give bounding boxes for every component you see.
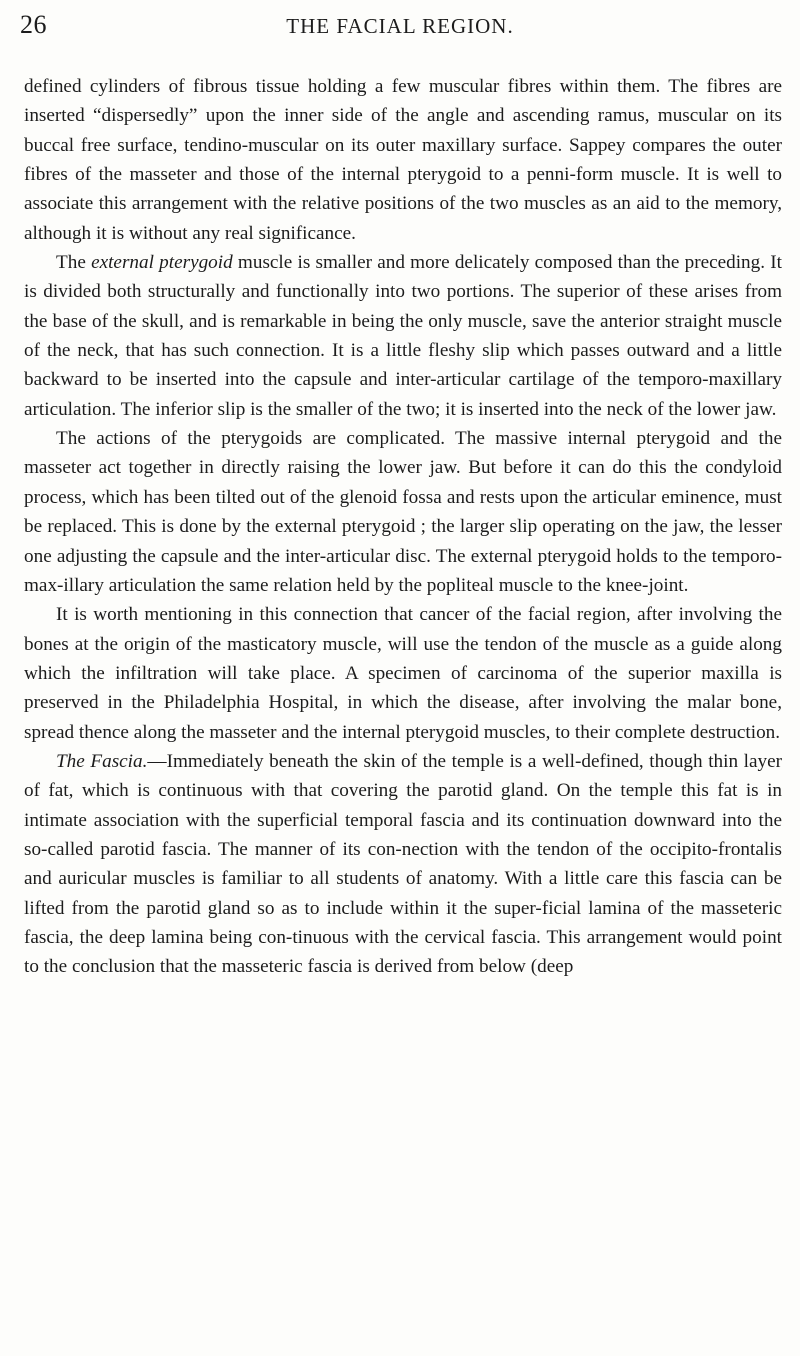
paragraph-lead: The [56, 252, 92, 274]
italic-term: external pterygoid [91, 252, 233, 274]
paragraph-cancer-note [24, 600, 782, 747]
page-number: 26 [20, 10, 47, 39]
paragraph-external-pterygoid [24, 248, 782, 424]
section-heading-italic: The Fascia. [56, 750, 148, 772]
paragraph-text: muscle is smaller and more delicately composed than the preceding. It is divided both structurally and functionally into two portions. The superior of these arises from the base of the skull, and is remarkable in being the only muscle, save the anterior straight muscle of the neck, that has such connection. It is a little fleshy slip which passes outward and a little backward to be inserted into the capsule and inter-articular cartilage of the temporo-maxillary articulation. The inferior slip is the smaller of the two; it is inserted into the neck of the lower jaw. [24, 252, 782, 420]
paragraph-text: The actions of the pterygoids are complicated. The massive internal pterygoid and the masseter act together in directly raising the lower jaw. But before it can do this the condyloid process, which has been tilted out of the glenoid fossa and rests upon the articular eminence, must be replaced. This is done by the external pterygoid ; the larger slip operating on the jaw, the lesser one adjusting the capsule and the inter-articular disc. The external pterygoid holds to the temporo-max-illary articulation the same relation held by the popliteal muscle to the knee-joint. [24, 428, 782, 596]
running-title: THE FACIAL REGION. [286, 14, 514, 38]
body-text [24, 72, 782, 982]
paragraph-text: It is worth mentioning in this connection that cancer of the facial region, after involving the bones at the origin of the masticatory muscle, will use the tendon of the muscle as a guide along which the infiltration will take place. A specimen of carcinoma of the superior maxilla is preserved in the Philadelphia Hospital, in which the disease, after involving the malar bone, spread thence along the masseter and the internal pterygoid muscles, to their complete destruction. [24, 604, 782, 743]
paragraph-fascia [24, 747, 782, 982]
paragraph-pterygoid-actions [24, 424, 782, 600]
paragraph-text: defined cylinders of fibrous tissue holding a few muscular fibres within them. The fibres are inserted “dispersedly” upon the inner side of the angle and ascending ramus, muscular on its buccal free surface, tendino-muscular on its outer maxillary surface. Sappey compares the outer fibres of the masseter and those of the internal pterygoid to a penni-form muscle. It is well to associate this arrangement with the relative positions of the two muscles as an aid to the memory, although it is without any real significance. [24, 76, 782, 244]
paragraph-text: —Immediately beneath the skin of the temple is a well-defined, though thin layer of fat, which is continuous with that covering the parotid gland. On the temple this fat is in intimate association with the superficial temporal fascia and its continuation downward into the so-called parotid fascia. The manner of its con-nection with the tendon of the occipito-frontalis and auricular muscles is familiar to all students of anatomy. With a little care this fascia can be lifted from the parotid gland so as to include within it the super-ficial lamina of the masseteric fascia, the deep lamina being con-tinuous with the cervical fascia. This arrangement would point to the conclusion that the masseteric fascia is derived from below (deep [24, 750, 782, 978]
paragraph-continued [24, 72, 782, 248]
